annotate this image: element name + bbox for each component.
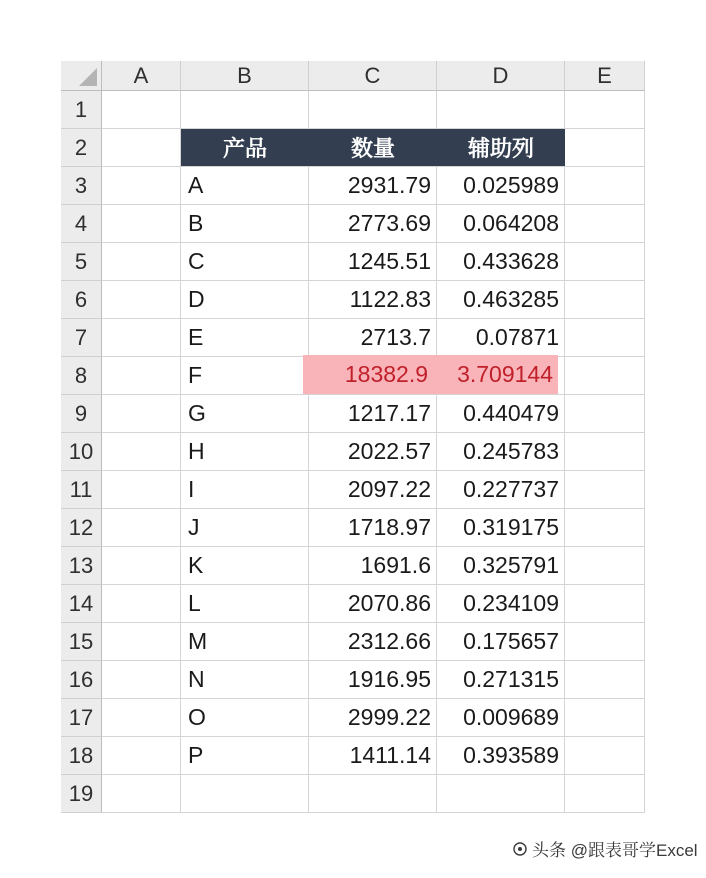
cell-quantity[interactable]: 2070.86 bbox=[347, 590, 431, 616]
cell-quantity[interactable]: 1411.14 bbox=[349, 742, 431, 768]
gridline-vertical bbox=[644, 91, 645, 813]
table-header-product[interactable]: 产品 bbox=[181, 129, 309, 166]
cell-helper[interactable]: 0.393589 bbox=[463, 742, 559, 768]
toutiao-logo-icon bbox=[512, 841, 528, 857]
gridline-vertical bbox=[564, 91, 565, 813]
cell-product[interactable]: C bbox=[188, 248, 205, 274]
select-all-corner[interactable] bbox=[61, 61, 102, 91]
cell-helper[interactable]: 0.07871 bbox=[475, 324, 559, 350]
cell-helper[interactable]: 0.227737 bbox=[463, 476, 559, 502]
gridline-horizontal bbox=[102, 774, 645, 775]
row-header-11[interactable]: 11 bbox=[61, 471, 102, 509]
cell-helper[interactable]: 0.234109 bbox=[463, 590, 559, 616]
cell-helper[interactable]: 0.025989 bbox=[463, 172, 559, 198]
cell-product[interactable]: A bbox=[188, 172, 204, 198]
cell-helper[interactable]: 0.440479 bbox=[463, 400, 559, 426]
cell-helper[interactable]: 0.271315 bbox=[463, 666, 559, 692]
table-header-helper[interactable]: 辅助列 bbox=[437, 129, 565, 166]
cell-quantity[interactable]: 2022.57 bbox=[347, 438, 431, 464]
cell-product[interactable]: K bbox=[188, 552, 204, 578]
row-header-3[interactable]: 3 bbox=[61, 167, 102, 205]
cell-product[interactable]: B bbox=[188, 210, 204, 236]
column-header-a[interactable]: A bbox=[102, 61, 181, 91]
row-header-19[interactable]: 19 bbox=[61, 775, 102, 813]
watermark bbox=[512, 836, 698, 861]
cell-product[interactable]: G bbox=[188, 400, 206, 426]
cell-quantity[interactable]: 1718.97 bbox=[347, 514, 431, 540]
cell-product[interactable]: M bbox=[188, 628, 208, 654]
cell-quantity[interactable]: 1691.6 bbox=[360, 552, 431, 578]
cell-quantity[interactable]: 2999.22 bbox=[347, 704, 431, 730]
cell-product[interactable]: D bbox=[188, 286, 205, 312]
cell-helper[interactable]: 0.245783 bbox=[463, 438, 559, 464]
cell-product[interactable]: H bbox=[188, 438, 205, 464]
cell-helper[interactable]: 0.433628 bbox=[463, 248, 559, 274]
cell-product[interactable]: F bbox=[188, 362, 203, 388]
row-header-16[interactable]: 16 bbox=[61, 661, 102, 699]
cell-product[interactable]: L bbox=[188, 590, 201, 616]
cell-helper[interactable]: 0.009689 bbox=[463, 704, 559, 730]
cell-quantity[interactable]: 1217.17 bbox=[347, 400, 431, 426]
row-header-2[interactable]: 2 bbox=[61, 129, 102, 167]
table-header-quantity[interactable]: 数量 bbox=[309, 129, 437, 166]
cell-product[interactable]: E bbox=[188, 324, 204, 350]
cell-quantity[interactable]: 18382.9 bbox=[303, 355, 433, 394]
row-header-4[interactable]: 4 bbox=[61, 205, 102, 243]
cell-quantity[interactable]: 2713.7 bbox=[360, 324, 431, 350]
cell-quantity[interactable]: 2773.69 bbox=[347, 210, 431, 236]
column-header-b[interactable]: B bbox=[181, 61, 309, 91]
select-all-triangle-icon bbox=[79, 68, 97, 86]
row-header-7[interactable]: 7 bbox=[61, 319, 102, 357]
watermark-text: 头条 @跟表哥学Excel bbox=[532, 841, 698, 860]
cell-quantity[interactable]: 2097.22 bbox=[347, 476, 431, 502]
cell-helper[interactable]: 0.175657 bbox=[463, 628, 559, 654]
cell-quantity[interactable]: 1122.83 bbox=[349, 286, 431, 312]
gridline-horizontal bbox=[102, 812, 645, 813]
column-header-e[interactable]: E bbox=[565, 61, 645, 91]
cell-quantity[interactable]: 2312.66 bbox=[347, 628, 431, 654]
cell-helper[interactable]: 0.319175 bbox=[463, 514, 559, 540]
cell-helper[interactable]: 0.064208 bbox=[463, 210, 559, 236]
cell-product[interactable]: N bbox=[188, 666, 205, 692]
row-header-17[interactable]: 17 bbox=[61, 699, 102, 737]
cell-product[interactable]: O bbox=[188, 704, 206, 730]
row-header-12[interactable]: 12 bbox=[61, 509, 102, 547]
cell-quantity[interactable]: 2931.79 bbox=[347, 172, 431, 198]
cell-quantity[interactable]: 1245.51 bbox=[347, 248, 431, 274]
column-header-d[interactable]: D bbox=[437, 61, 565, 91]
row-header-8[interactable]: 8 bbox=[61, 357, 102, 395]
spreadsheet-grid bbox=[61, 61, 645, 815]
row-header-1[interactable]: 1 bbox=[61, 91, 102, 129]
row-header-15[interactable]: 15 bbox=[61, 623, 102, 661]
row-header-14[interactable]: 14 bbox=[61, 585, 102, 623]
cell-product[interactable]: I bbox=[188, 476, 195, 502]
row-header-5[interactable]: 5 bbox=[61, 243, 102, 281]
cell-helper[interactable]: 0.463285 bbox=[463, 286, 559, 312]
row-header-10[interactable]: 10 bbox=[61, 433, 102, 471]
row-header-6[interactable]: 6 bbox=[61, 281, 102, 319]
cell-helper[interactable]: 0.325791 bbox=[463, 552, 559, 578]
cell-product[interactable]: J bbox=[188, 514, 200, 540]
row-header-18[interactable]: 18 bbox=[61, 737, 102, 775]
cell-quantity[interactable]: 1916.95 bbox=[347, 666, 431, 692]
column-header-c[interactable]: C bbox=[309, 61, 437, 91]
cell-product[interactable]: P bbox=[188, 742, 204, 768]
row-header-9[interactable]: 9 bbox=[61, 395, 102, 433]
cell-helper[interactable]: 3.709144 bbox=[431, 355, 558, 394]
row-header-13[interactable]: 13 bbox=[61, 547, 102, 585]
